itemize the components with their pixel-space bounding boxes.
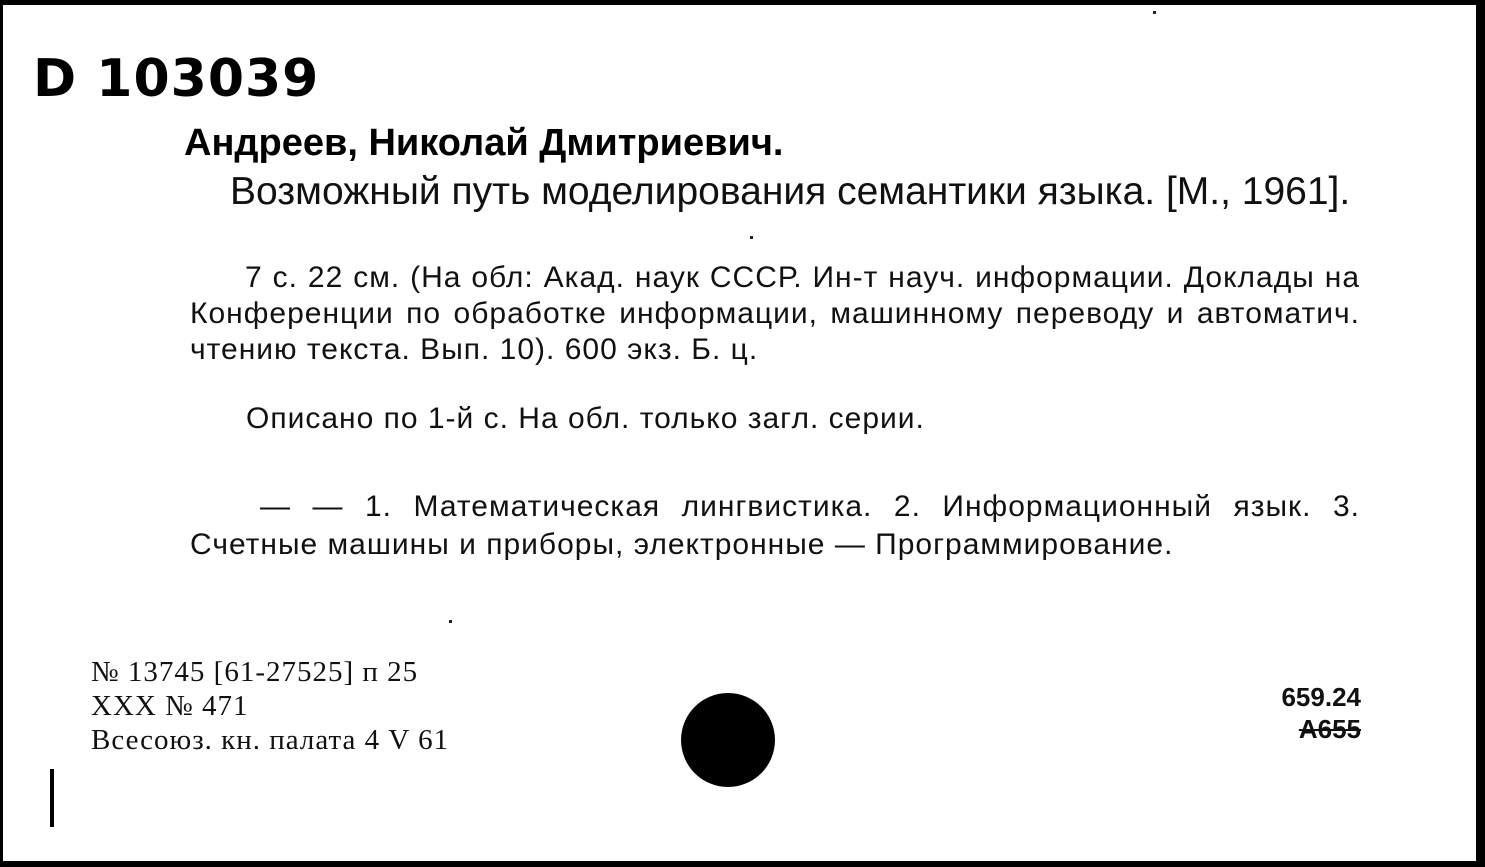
speck-mark	[1153, 11, 1156, 14]
classification-number: 659.24	[1281, 682, 1361, 712]
punch-hole	[681, 693, 775, 787]
registry-series: XXX № 471	[91, 690, 249, 722]
author-mark: А655	[1298, 714, 1361, 744]
call-number: D 103039	[33, 49, 320, 109]
registry-block	[91, 655, 449, 757]
catalog-card	[3, 3, 1476, 861]
speck-mark	[750, 236, 753, 239]
classification-block	[1281, 681, 1361, 745]
margin-rule	[50, 769, 54, 827]
subject-tracings: — — 1. Математическая лингвистика. 2. Информационный язык. 3. Счетные машины и приборы, электронные — Программирование.	[190, 490, 1360, 561]
author-heading: Андреев, Николай Дмитриевич.	[184, 122, 784, 164]
registry-chamber: Всесоюз. кн. палата 4 V 61	[91, 724, 450, 756]
registry-number: № 13745 [61-27525] п 25	[91, 656, 419, 688]
collation-and-series: 7 с. 22 см. (На обл: Акад. наук СССР. Ин-т науч. информации. Доклады на Конференции по обработке информации, машинному переводу и автоматич. чтению текста. Вып. 10). 600 экз. Б. ц.	[190, 261, 1360, 366]
card-top-rule	[3, 3, 1476, 5]
speck-mark	[449, 620, 452, 623]
description-note: Описано по 1-й с. На обл. только загл. серии.	[246, 402, 925, 435]
title-statement: Возможный путь моделирования семантики языка. [М., 1961].	[230, 170, 1351, 213]
